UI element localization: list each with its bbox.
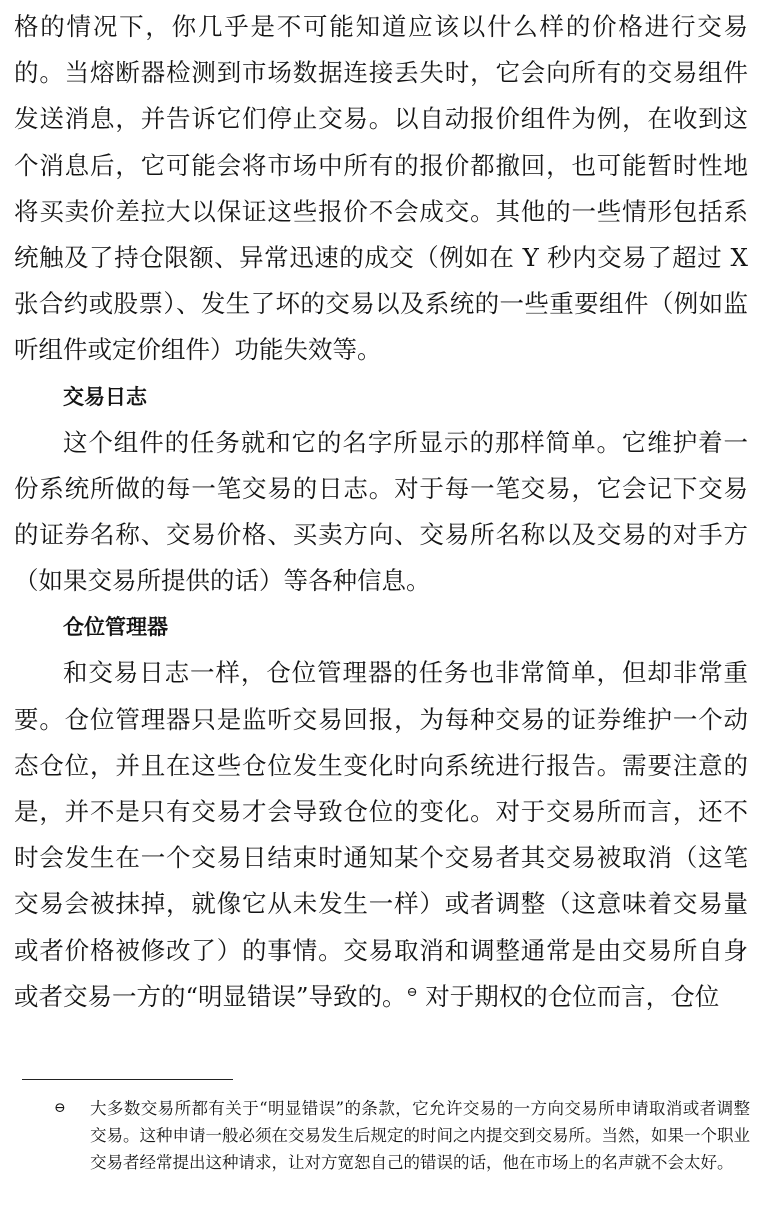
paragraph-position-manager-tail: 对于期权的仓位而言，仓位 (425, 981, 720, 1011)
footnote-marker: ⊖ (54, 1100, 66, 1116)
footnote (56, 1095, 750, 1176)
paragraph-position-manager-text: 和交易日志一样，仓位管理器的任务也非常简单，但却非常重要。仓位管理器只是监听交易回报，为每种交易的证券维护一个动态仓位，并且在这些仓位发生变化时向系统进行报告。需要注意的是，并不是只有交易才会导致仓位的变化。对于交易所而言，还不时会发生在一个交易日结束时通知某个交易者其交易被取消（这笔交易会被抹掉，就像它从未发生一样）或者调整（这意味着交易量或者价格被修改了）的事情。交易取消和调整通常是由交易所自身或者交易一方的“明显错误”导致的。 (14, 658, 748, 1011)
heading-position-manager: 仓位管理器 (63, 615, 168, 640)
footnote-divider (22, 1079, 233, 1080)
footnote-reference-mark: ⊖ (406, 984, 418, 1000)
paragraph-position-manager (14, 650, 748, 1020)
heading-trade-log: 交易日志 (63, 384, 147, 409)
paragraph-trade-log: 这个组件的任务就和它的名字所显示的那样简单。它维护着一份系统所做的每一笔交易的日志。对于每一笔交易，它会记下交易的证券名称、交易价格、买卖方向、交易所名称以及交易的对手方（如果交易所提供的话）等各种信息。 (14, 427, 748, 596)
paragraph-circuit-breaker: 格的情况下，你几乎是不可能知道应该以什么样的价格进行交易的。当熔断器检测到市场数据连接丢失时，它会向所有的交易组件发送消息，并告诉它们停止交易。以自动报价组件为例，在收到这个消息后，它可能会将市场中所有的报价都撤回，也可能暂时性地将买卖价差拉大以保证这些报价不会成交。其他的一些情形包括系统触及了持仓限额、异常迅速的成交（例如在 Y 秒内交易了超过 X 张合约或股票）、发生了坏的交易以及系统的一些重要组件（例如监听组件或定价组件）功能失效等。 (14, 12, 748, 365)
body-text (14, 4, 748, 1020)
footnote-text: 大多数交易所都有关于“明显错误”的条款，它允许交易的一方向交易所申请取消或者调整交易。这种申请一般必须在交易发生后规定的时间之内提交到交易所。当然，如果一个职业交易者经常提出这种请求，让对方宽恕自己的错误的话，他在市场上的名声就不会太好。 (90, 1099, 750, 1172)
